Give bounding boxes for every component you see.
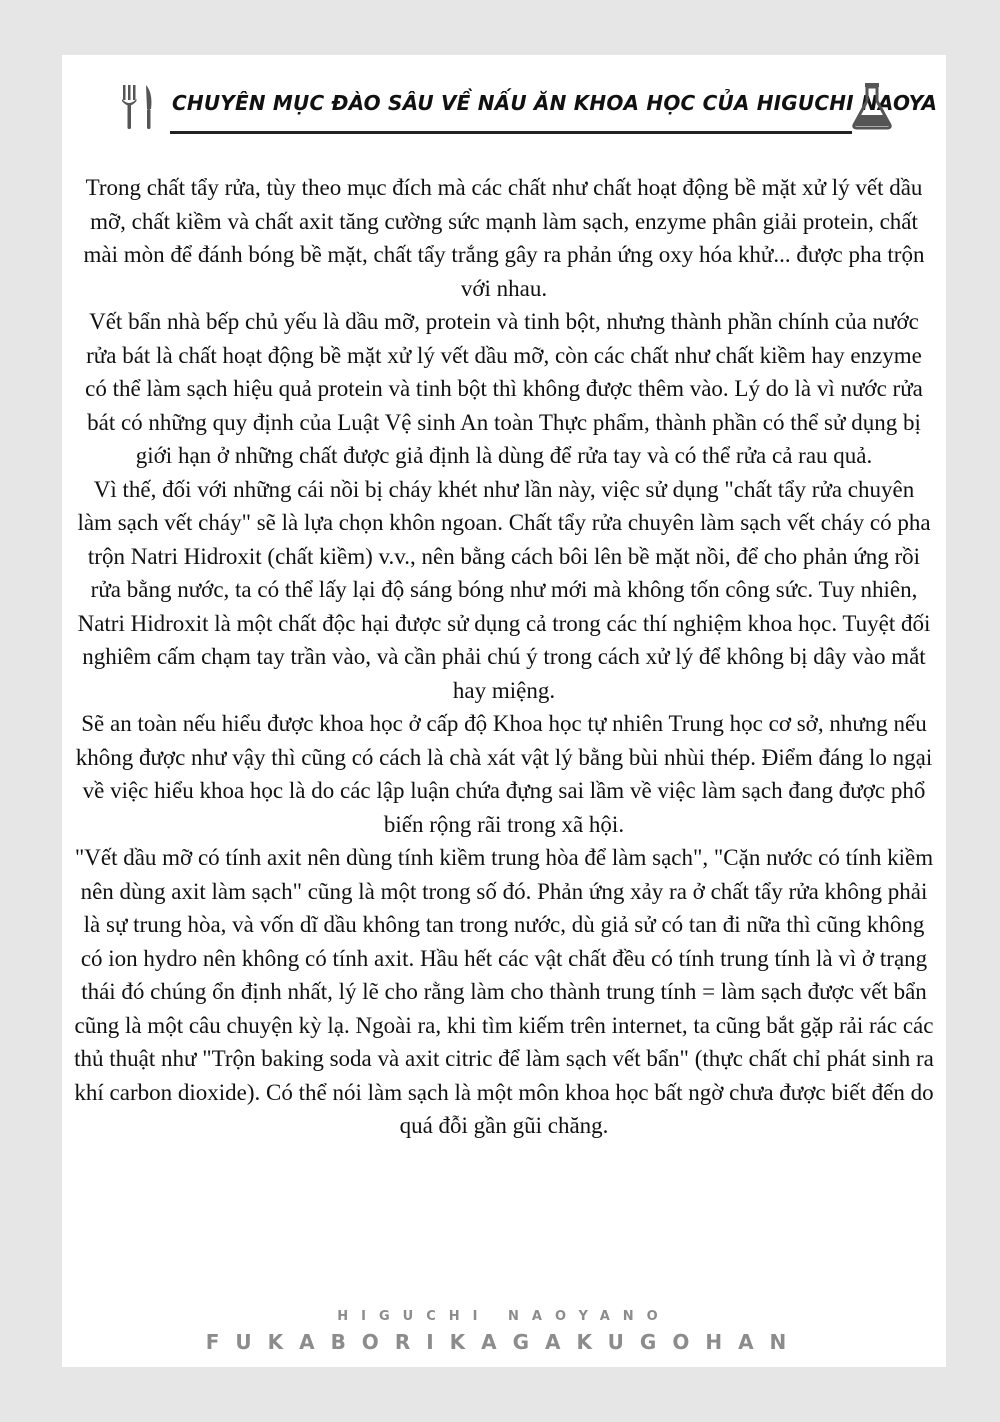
column-header [104,77,938,137]
series-footer [62,1309,946,1354]
footer-series: FUKABORIKAGAKUGOHAN [205,1330,803,1354]
flask-icon [850,81,894,131]
paragraph: Trong chất tẩy rửa, tùy theo mục đích mà các chất như chất hoạt động bề mặt xử lý vết dầu mỡ, chất kiềm và chất axit tăng cường sức mạnh làm sạch, enzyme phân giải protein, chất mài mòn để đánh bóng bề mặt, chất tẩy trắng gây ra phản ứng oxy hóa khử... được pha trộn với nhau. [83,175,925,301]
paragraph: Vì thế, đối với những cái nồi bị cháy khét như lần này, việc sử dụng "chất tẩy rửa chuyên làm sạch vết cháy" sẽ là lựa chọn khôn ngoan. Chất tẩy rửa chuyên làm sạch vết cháy có pha trộn Natri Hidroxit (chất kiềm) v.v., nên bằng cách bôi lên bề mặt nồi, để cho phản ứng rồi rửa bằng nước, ta có thể lấy lại độ sáng bóng như mới mà không tốn công sức. Tuy nhiên, Natri Hidroxit là một chất độc hại được sử dụng cả trong các thí nghiệm khoa học. Tuyệt đối nghiêm cấm chạm tay trần vào, và cần phải chú ý trong cách xử lý để không bị dây vào mắt hay miệng. [77,476,931,703]
paragraph: Vết bẩn nhà bếp chủ yếu là dầu mỡ, protein và tinh bột, nhưng thành phần chính của nước rửa bát là chất hoạt động bề mặt xử lý vết dầu mỡ, còn các chất như chất kiềm hay enzyme có thể làm sạch hiệu quả protein và tinh bột thì không được thêm vào. Lý do là vì nước rửa bát có những quy định của Luật Vệ sinh An toàn Thực phẩm, thành phần có thể sử dụng bị giới hạn ở những chất được giả định là dùng để rửa tay và có thể rửa cả rau quả. [85,309,923,468]
column-title: CHUYÊN MỤC ĐÀO SÂU VỀ NẤU ĂN KHOA HỌC CỦA HIGUCHI NAOYA [172,91,938,115]
footer-author: HIGUCHI NAOYANO [337,1309,671,1324]
paragraph: Sẽ an toàn nếu hiểu được khoa học ở cấp độ Khoa học tự nhiên Trung học cơ sở, nhưng nếu không được như vậy thì cũng có cách là chà xát vật lý bằng bùi nhùi thép. Điểm đáng lo ngại về việc hiểu khoa học là do các lập luận chứa đựng sai lầm về việc làm sạch đang được phổ biến rộng rãi trong xã hội. [75,711,933,837]
paragraph: "Vết dầu mỡ có tính axit nên dùng tính kiềm trung hòa để làm sạch", "Cặn nước có tính kiềm nên dùng axit làm sạch" cũng là một trong số đó. Phản ứng xảy ra ở chất tẩy rửa không phải là sự trung hòa, và vốn dĩ dầu không tan trong nước, dù giả sử có tan đi nữa thì cũng không có ion hydro nên không có tính axit. Hầu hết các vật chất đều có tính trung tính là vì ở trạng thái đó chúng ổn định nhất, lý lẽ cho rằng làm cho thành trung tính = làm sạch được vết bẩn cũng là một câu chuyện kỳ lạ. Ngoài ra, khi tìm kiếm trên internet, ta cũng bắt gặp rải rác các thủ thuật như "Trộn baking soda và axit citric để làm sạch vết bẩn" (thực chất chỉ phát sinh ra khí carbon dioxide). Có thể nói làm sạch là một môn khoa học bất ngờ chưa được biết đến do quá đỗi gần gũi chăng. [74,845,934,1138]
header-divider [170,131,852,134]
fork-knife-icon [120,83,156,131]
page-panel [62,55,946,1367]
article-body [74,171,934,1143]
